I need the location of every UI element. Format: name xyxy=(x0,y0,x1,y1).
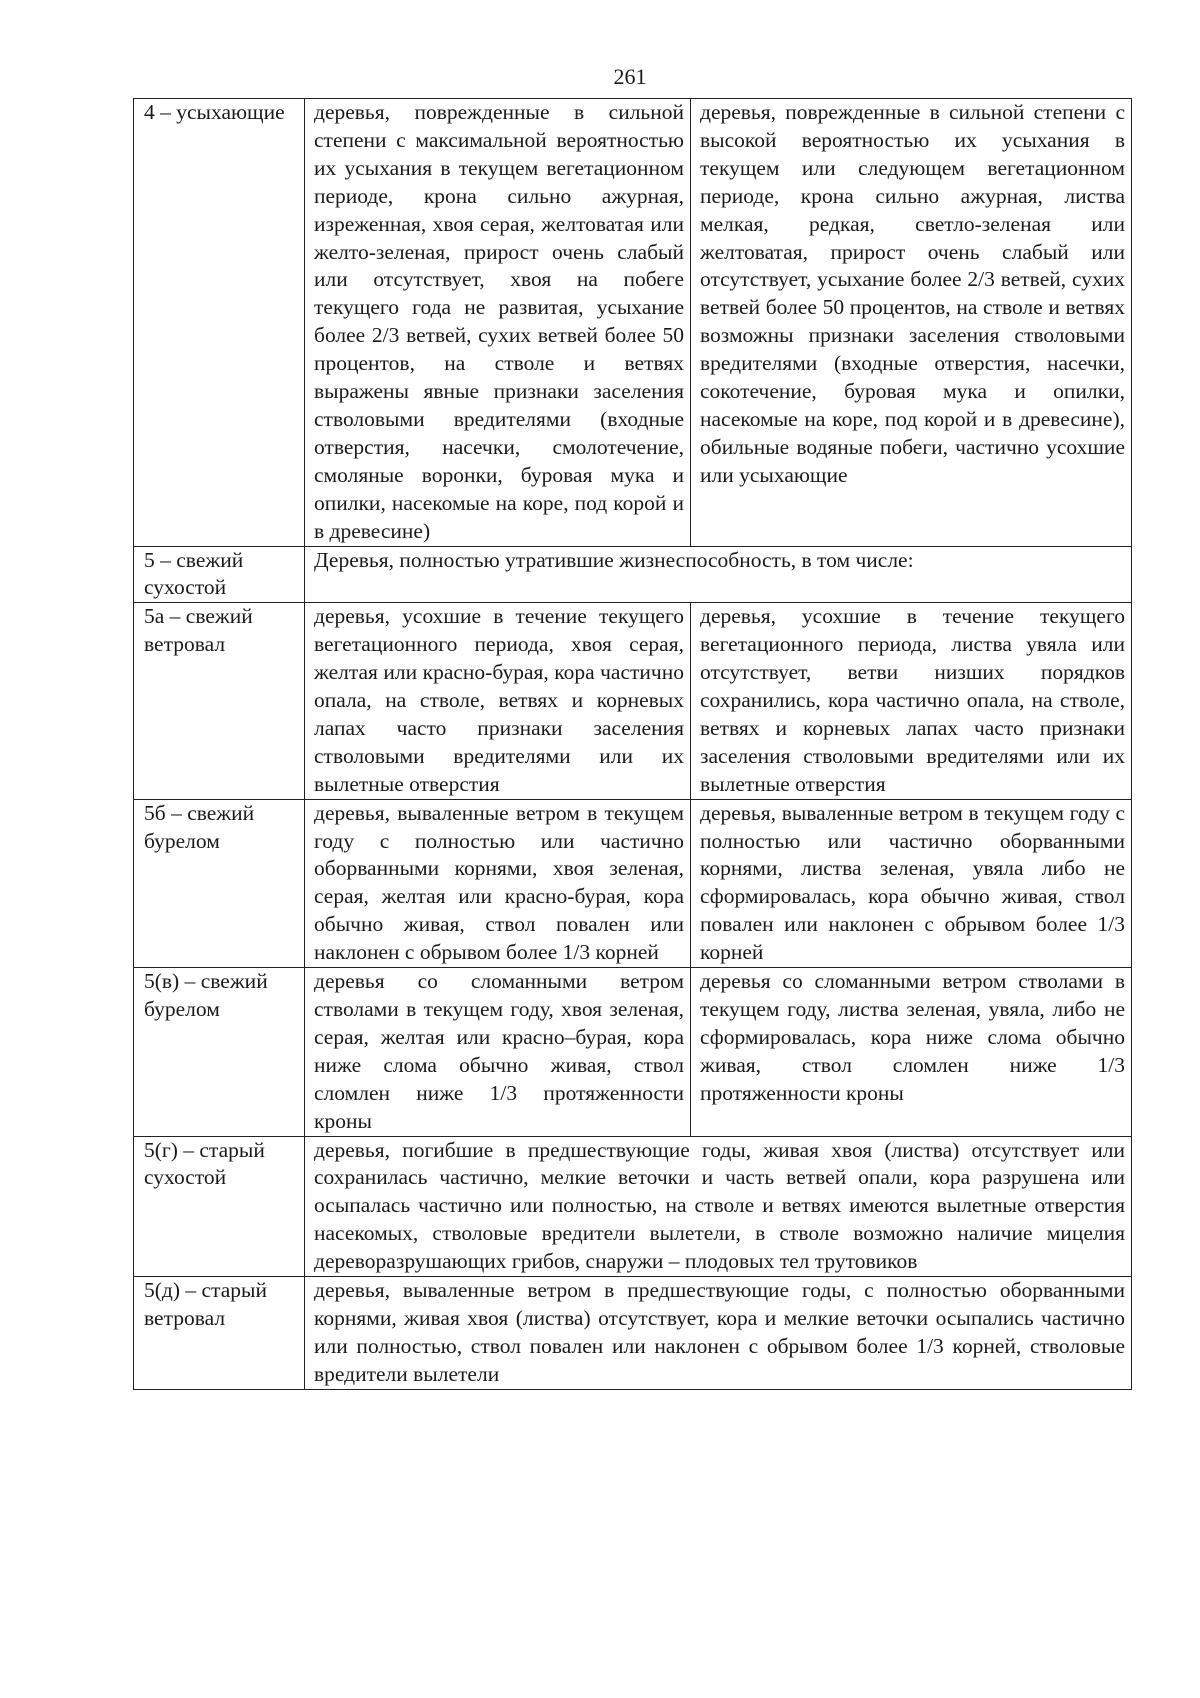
page-number: 261 xyxy=(613,64,647,89)
category-cell: 5б – свежий бурелом xyxy=(134,799,305,967)
conifer-description-cell: деревья, поврежденные в сильной степени с максимальной вероятностью их усыхания в текущем вегетационном периоде, крона сильно ажурная, изреженная, хвоя серая, желтоватая или желто-зеленая, прирост очень слабый или отсутствует, хвоя на побеге текущего года не развитая, усыхание более 2/3 ветвей, сухих ветвей более 50 процентов, на стволе и ветвях выражены явные признаки заселения стволовыми вредителями (входные отверстия, насечки, смолотечение, смоляные воронки, буровая мука и опилки, насекомые на коре, под корой и в древесине) xyxy=(305,99,691,547)
table-row xyxy=(134,99,1132,547)
merged-description-cell: Деревья, полностью утратившие жизнеспособность, в том числе: xyxy=(305,546,1132,603)
category-cell: 5(д) – старый ветровал xyxy=(134,1277,305,1390)
conifer-description-cell: деревья, вываленные ветром в текущем году с полностью или частично оборванными корнями, хвоя зеленая, серая, желтая или красно-бурая, кора обычно живая, ствол повален или наклонен с обрывом более 1/3 корней xyxy=(305,799,691,967)
table-row xyxy=(134,546,1132,603)
category-cell: 4 – усыхающие xyxy=(134,99,305,547)
merged-description-cell: деревья, вываленные ветром в предшествующие годы, с полностью оборванными корнями, живая хвоя (листва) отсутствует, кора и мелкие веточки осыпались частично или полностью, ствол повален или наклонен с обрывом более 1/3 корней, стволовые вредители вылетели xyxy=(305,1277,1132,1390)
category-cell: 5 – свежий сухостой xyxy=(134,546,305,603)
deciduous-description-cell: деревья, усохшие в течение текущего вегетационного периода, листва увяла или отсутствует, ветви низших порядков сохранились, кора частично опала, на стволе, ветвях и корневых лапах часто признаки заселения стволовыми вредителями или их вылетные отверстия xyxy=(691,603,1132,799)
category-cell: 5а – свежий ветровал xyxy=(134,603,305,799)
category-cell: 5(г) – старый сухостой xyxy=(134,1136,305,1277)
tree-condition-table xyxy=(133,98,1132,1390)
category-cell: 5(в) – свежий бурелом xyxy=(134,968,305,1136)
conifer-description-cell: деревья со сломанными ветром стволами в текущем году, хвоя зеленая, серая, желтая или красно–бурая, кора ниже слома обычно живая, ствол сломлен ниже 1/3 протяженности кроны xyxy=(305,968,691,1136)
conifer-description-cell: деревья, усохшие в течение текущего вегетационного периода, хвоя серая, желтая или красно-бурая, кора частично опала, на стволе, ветвях и корневых лапах часто признаки заселения стволовыми вредителями или их вылетные отверстия xyxy=(305,603,691,799)
table-row xyxy=(134,603,1132,799)
table-row xyxy=(134,1136,1132,1277)
table-row xyxy=(134,968,1132,1136)
deciduous-description-cell: деревья, поврежденные в сильной степени с высокой вероятностью их усыхания в текущем или следующем вегетационном периоде, крона сильно ажурная, листва мелкая, редкая, светло-зеленая или желтоватая, прирост очень слабый или отсутствует, усыхание более 2/3 ветвей, сухих ветвей более 50 процентов, на стволе и ветвях возможны признаки заселения стволовыми вредителями (входные отверстия, насечки, сокотечение, буровая мука и опилки, насекомые на коре, под корой и в древесине), обильные водяные побеги, частично усохшие или усыхающие xyxy=(691,99,1132,547)
table-row xyxy=(134,1277,1132,1390)
deciduous-description-cell: деревья со сломанными ветром стволами в текущем году, листва зеленая, увяла, либо не сформировалась, кора ниже слома обычно живая, ствол сломлен ниже 1/3 протяженности кроны xyxy=(691,968,1132,1136)
deciduous-description-cell: деревья, вываленные ветром в текущем году с полностью или частично оборванными корнями, листва зеленая, увяла либо не сформировалась, кора обычно живая, ствол повален или наклонен с обрывом более 1/3 корней xyxy=(691,799,1132,967)
merged-description-cell: деревья, погибшие в предшествующие годы, живая хвоя (листва) отсутствует или сохранилась частично, мелкие веточки и часть ветвей опали, кора разрушена или осыпалась частично или полностью, на стволе и ветвях имеются вылетные отверстия насекомых, стволовые вредители вылетели, в стволе возможно наличие мицелия дереворазрушающих грибов, снаружи – плодовых тел трутовиков xyxy=(305,1136,1132,1277)
table-row xyxy=(134,799,1132,967)
